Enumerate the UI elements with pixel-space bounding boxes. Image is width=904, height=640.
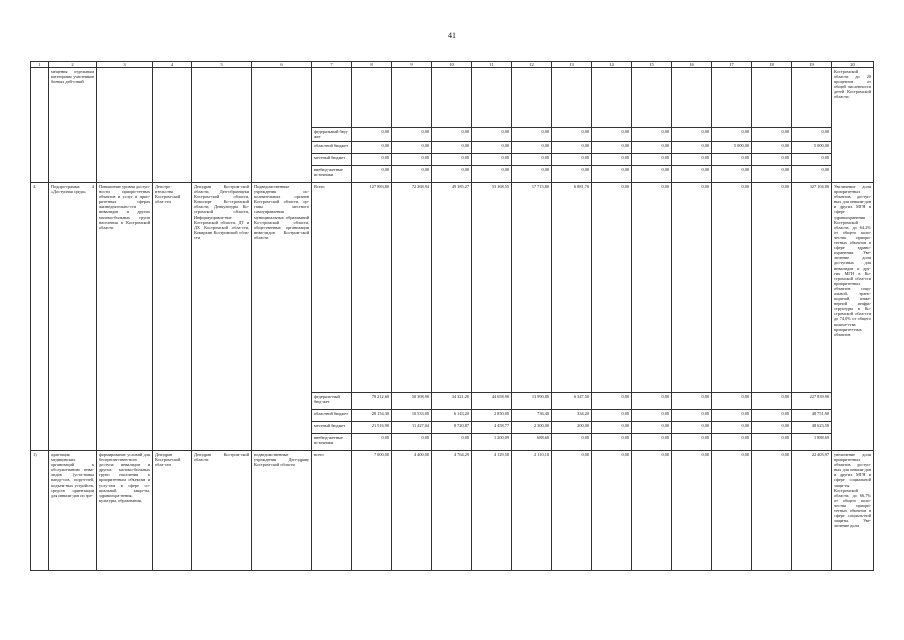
- total-cell: 5 000,00: [792, 142, 832, 154]
- col-num: 12: [512, 62, 552, 68]
- col-num: 3: [97, 62, 153, 68]
- cell-empty: [252, 68, 312, 183]
- value-cell: 0,00: [752, 166, 792, 183]
- total-cell: 48 623,58: [792, 422, 832, 434]
- value-cell: 0,00: [392, 166, 432, 183]
- value-cell: 0,00: [512, 154, 552, 166]
- value-cell: 0,00: [552, 166, 592, 183]
- value-cell: 200,00: [552, 422, 592, 434]
- value-cell: 2 850,00: [472, 410, 512, 422]
- participants-cell: Депздрав Костром-ской области: [192, 451, 252, 571]
- value-cell: 0,00: [432, 128, 472, 142]
- cell-empty: [31, 68, 49, 183]
- cell-empty: [192, 68, 252, 183]
- cell-empty: [512, 68, 552, 128]
- value-cell: 0,00: [432, 434, 472, 451]
- value-cell: 0,00: [352, 434, 392, 451]
- cell-empty: [592, 68, 632, 128]
- source-cell: всего: [312, 451, 352, 571]
- cell-empty: [97, 68, 153, 183]
- result-cell: увеличение доли приоритетных объектов, доступ-ных для инвали-дов и других МГН в сфере социальной защи-ты Костромской области, до 66,7% от общего коли-чества приори-тетных объектов в сфере социаль-ной защиты. Уве-личение доли: [832, 451, 874, 571]
- col-num: 4: [153, 62, 192, 68]
- value-cell: 0,00: [632, 166, 672, 183]
- cell-empty: [312, 68, 352, 128]
- value-cell: 0,00: [592, 393, 632, 410]
- value-cell: 0,00: [552, 451, 592, 571]
- value-cell: 8 720,87: [432, 422, 472, 434]
- col-num: 15: [632, 62, 672, 68]
- value-cell: 34 321,20: [432, 393, 472, 410]
- col-num: 2: [49, 62, 97, 68]
- cell-empty: [712, 68, 752, 128]
- value-cell: 127 883,80: [352, 183, 392, 393]
- value-cell: 28 154,30: [352, 410, 392, 422]
- table-row: [31, 68, 874, 128]
- value-cell: 10 533,00: [392, 410, 432, 422]
- value-cell: 4 129,58: [472, 451, 512, 571]
- value-cell: 5 000,00: [712, 142, 752, 154]
- cell-empty: [472, 68, 512, 128]
- table-row: [31, 183, 874, 393]
- institutions-cell: Подведомственные учреждения ис-полнительных органов Костром-ской области, ор-ганы местного самоуправления муниципальных образований Ко-стромской области, общественные организации инва-лидов Костром-ской области: [252, 183, 312, 451]
- source-cell: внебюд-жетные источники: [312, 166, 352, 183]
- value-cell: 0,00: [592, 183, 632, 393]
- value-cell: 0,00: [672, 142, 712, 154]
- value-cell: 53 168,55: [472, 183, 512, 393]
- col-num: 9: [392, 62, 432, 68]
- result-cell: Увеличение доли приоритетных объектов, доступ-ных для инвали-дов и других МГН в сфере здравоохранения Костромской области, до 64,2% от общего коли-чества приори-тетных объектов в сфере здраво-охранения. Уве-личение доли доступных для инвалидов и дру-гих МГН в Ко-стромской обла-сти приоритетных объектов соци-альной, транс-портной, инже-нерной инфра-структуры в Ко-стромской обла-сти до 74,0% от общего количе-ства приоритет-ных объектов: [832, 183, 874, 451]
- value-cell: 0,00: [592, 128, 632, 142]
- value-cell: 0,00: [352, 128, 392, 142]
- value-cell: 0,00: [392, 154, 432, 166]
- participants-cell: Депздрав Костром-ской области, Деп-образнауки Костром-ской области, Комспорт Ко-стромской области, Депкультуры Ко-стромской области, Информуправле-ние Костромской области, ДТ и ДХ Костромской обла-сти, Комархив Костромской обла-сти: [192, 183, 252, 451]
- value-cell: 0,00: [672, 166, 712, 183]
- source-cell: Всего: [312, 183, 352, 393]
- total-cell: 0,00: [792, 128, 832, 142]
- cell-empty: [392, 68, 432, 128]
- value-cell: 0,00: [632, 451, 672, 571]
- value-cell: 0,00: [752, 410, 792, 422]
- value-cell: 334,20: [552, 410, 592, 422]
- value-cell: 0,00: [552, 142, 592, 154]
- col-num: 5: [192, 62, 252, 68]
- cell-empty: [432, 68, 472, 128]
- row-number-cell: 4.: [31, 183, 49, 451]
- total-cell: 0,00: [792, 166, 832, 183]
- col-num: 10: [432, 62, 472, 68]
- value-cell: 2 300,00: [512, 422, 552, 434]
- source-cell: областной бюджет: [312, 142, 352, 154]
- value-cell: 0,00: [472, 128, 512, 142]
- value-cell: 0,00: [752, 183, 792, 393]
- value-cell: 0,00: [352, 166, 392, 183]
- value-cell: 0,00: [352, 142, 392, 154]
- page-number: 41: [448, 31, 456, 40]
- value-cell: 13 990,80: [512, 393, 552, 410]
- value-cell: 0,00: [632, 434, 672, 451]
- cell-empty: [632, 68, 672, 128]
- value-cell: 0,00: [712, 128, 752, 142]
- value-cell: 0,00: [592, 166, 632, 183]
- source-cell: федеральный бюд-жет: [312, 128, 352, 142]
- budget-table: [30, 61, 874, 571]
- col-num: 6: [252, 62, 312, 68]
- value-cell: 688,60: [512, 434, 552, 451]
- value-cell: 2 110,10: [512, 451, 552, 571]
- value-cell: 0,00: [632, 410, 672, 422]
- value-cell: 0,00: [472, 154, 512, 166]
- value-cell: 0,00: [552, 434, 592, 451]
- value-cell: 0,00: [632, 142, 672, 154]
- value-cell: 0,00: [712, 410, 752, 422]
- event-name-cell: мещения отдельным категориям участников боевых дей-ствий: [49, 68, 97, 183]
- value-cell: 0,00: [552, 154, 592, 166]
- value-cell: 0,00: [512, 142, 552, 154]
- cell-empty: [552, 68, 592, 128]
- value-cell: 1 200,09: [472, 434, 512, 451]
- col-num: 11: [472, 62, 512, 68]
- value-cell: 0,00: [512, 128, 552, 142]
- value-cell: 0,00: [592, 434, 632, 451]
- source-cell: областной бюджет: [312, 410, 352, 422]
- value-cell: 0,00: [392, 128, 432, 142]
- value-cell: 78 212,60: [352, 393, 392, 410]
- col-num: 19: [792, 62, 832, 68]
- value-cell: 0,00: [512, 166, 552, 183]
- value-cell: 0,00: [712, 393, 752, 410]
- value-cell: 0,00: [592, 422, 632, 434]
- subprogram-name-cell: Подпро-грамма 4 «Доступная среда»: [49, 183, 97, 451]
- value-cell: 0,00: [712, 183, 752, 393]
- value-cell: 0,00: [592, 451, 632, 571]
- value-cell: 0,00: [392, 142, 432, 154]
- col-num: 20: [832, 62, 874, 68]
- col-num: 1: [31, 62, 49, 68]
- value-cell: 6 143,20: [432, 410, 472, 422]
- value-cell: 4 458,77: [472, 422, 512, 434]
- table-row: [31, 451, 874, 571]
- source-cell: федераль-ный бюд-жет: [312, 393, 352, 410]
- col-num: 7: [312, 62, 352, 68]
- value-cell: 0,00: [672, 154, 712, 166]
- value-cell: 0,00: [672, 393, 712, 410]
- value-cell: 0,00: [432, 166, 472, 183]
- value-cell: 0,00: [752, 128, 792, 142]
- value-cell: 72 268,94: [392, 183, 432, 393]
- cell-empty: [792, 68, 832, 128]
- value-cell: 0,00: [672, 128, 712, 142]
- value-cell: 0,00: [472, 166, 512, 183]
- goal-cell: формирование условий для беспрепятствен-ного доступа инвалидов и других маломо-бильных групп населения к приоритетным объектам и услу-гам в сфере со-циальной защи-ты, здравоохра-нения, культуры, образования,: [97, 451, 153, 571]
- source-cell: внебюд-жетные источники: [312, 434, 352, 451]
- col-num: 18: [752, 62, 792, 68]
- value-cell: 0,00: [712, 166, 752, 183]
- value-cell: 0,00: [432, 154, 472, 166]
- value-cell: 0,00: [432, 142, 472, 154]
- value-cell: 44 658,90: [472, 393, 512, 410]
- value-cell: 736,40: [512, 410, 552, 422]
- event-name-cell: адаптация медицинских организаций к обслужи-ванию инва-лидов (уста-новка панду-сов, поруч-ней, подъем-ных устройств, средств ориентации для инвали-дов по зре-: [49, 451, 97, 571]
- value-cell: 0,00: [392, 434, 432, 451]
- value-cell: 0,00: [632, 422, 672, 434]
- value-cell: 0,00: [752, 154, 792, 166]
- value-cell: 0,00: [672, 183, 712, 393]
- source-cell: местный бюджет: [312, 422, 352, 434]
- total-cell: 48 751,90: [792, 410, 832, 422]
- total-cell: 1 888,69: [792, 434, 832, 451]
- goal-cell: Повышение уровня доступ-ности приори-тетных объектов и услуг в прио-ритетных сферах жизнедеятельно-сти инвалидов и других маломо-бильных групп населения в Костромской области: [97, 183, 153, 451]
- col-num: 17: [712, 62, 752, 68]
- row-number-cell: 1): [31, 451, 49, 571]
- value-cell: 0,00: [752, 142, 792, 154]
- coexecutor-cell: Депстро-ительства Костром-ской обла-сти: [153, 183, 192, 451]
- source-cell: местный бюджет: [312, 154, 352, 166]
- value-cell: 0,00: [632, 154, 672, 166]
- value-cell: 0,00: [472, 142, 512, 154]
- value-cell: 7 000,00: [352, 451, 392, 571]
- value-cell: 6 347,50: [552, 393, 592, 410]
- value-cell: 0,00: [672, 451, 712, 571]
- value-cell: 0,00: [632, 393, 672, 410]
- value-cell: 0,00: [592, 142, 632, 154]
- institutions-cell: подведомственные учреждения Деп-здраву Костром-ской области: [252, 451, 312, 571]
- cell-empty: [672, 68, 712, 128]
- value-cell: 6 881,70: [552, 183, 592, 393]
- value-cell: 0,00: [712, 434, 752, 451]
- total-cell: 327 104,06: [792, 183, 832, 393]
- value-cell: 0,00: [632, 183, 672, 393]
- value-cell: 4 400,00: [392, 451, 432, 571]
- value-cell: 0,00: [752, 451, 792, 571]
- cell-empty: [153, 68, 192, 183]
- value-cell: 0,00: [672, 410, 712, 422]
- value-cell: 0,00: [672, 434, 712, 451]
- value-cell: 0,00: [752, 434, 792, 451]
- col-num: 8: [352, 62, 392, 68]
- value-cell: 0,00: [712, 451, 752, 571]
- col-num: 13: [552, 62, 592, 68]
- total-cell: 22 403,97: [792, 451, 832, 571]
- value-cell: 0,00: [712, 154, 752, 166]
- value-cell: 0,00: [752, 422, 792, 434]
- value-cell: 0,00: [632, 128, 672, 142]
- result-cell: Костромской области до 20 процентов от общей численности детей Костромской области;: [832, 68, 874, 183]
- value-cell: 0,00: [552, 128, 592, 142]
- value-cell: 50 308,90: [392, 393, 432, 410]
- col-num: 16: [672, 62, 712, 68]
- value-cell: 4 764,29: [432, 451, 472, 571]
- value-cell: 21 516,90: [352, 422, 392, 434]
- value-cell: 0,00: [352, 154, 392, 166]
- value-cell: 0,00: [672, 422, 712, 434]
- value-cell: 0,00: [592, 410, 632, 422]
- total-cell: 227 839,90: [792, 393, 832, 410]
- cell-empty: [752, 68, 792, 128]
- value-cell: 11 427,04: [392, 422, 432, 434]
- total-cell: 0,00: [792, 154, 832, 166]
- value-cell: 0,00: [592, 154, 632, 166]
- col-num: 14: [592, 62, 632, 68]
- coexecutor-cell: Депздрав Костром-ской обла-сти: [153, 451, 192, 571]
- value-cell: 49 185,27: [432, 183, 472, 393]
- value-cell: 0,00: [712, 422, 752, 434]
- value-cell: 17 715,80: [512, 183, 552, 393]
- value-cell: 0,00: [752, 393, 792, 410]
- cell-empty: [352, 68, 392, 128]
